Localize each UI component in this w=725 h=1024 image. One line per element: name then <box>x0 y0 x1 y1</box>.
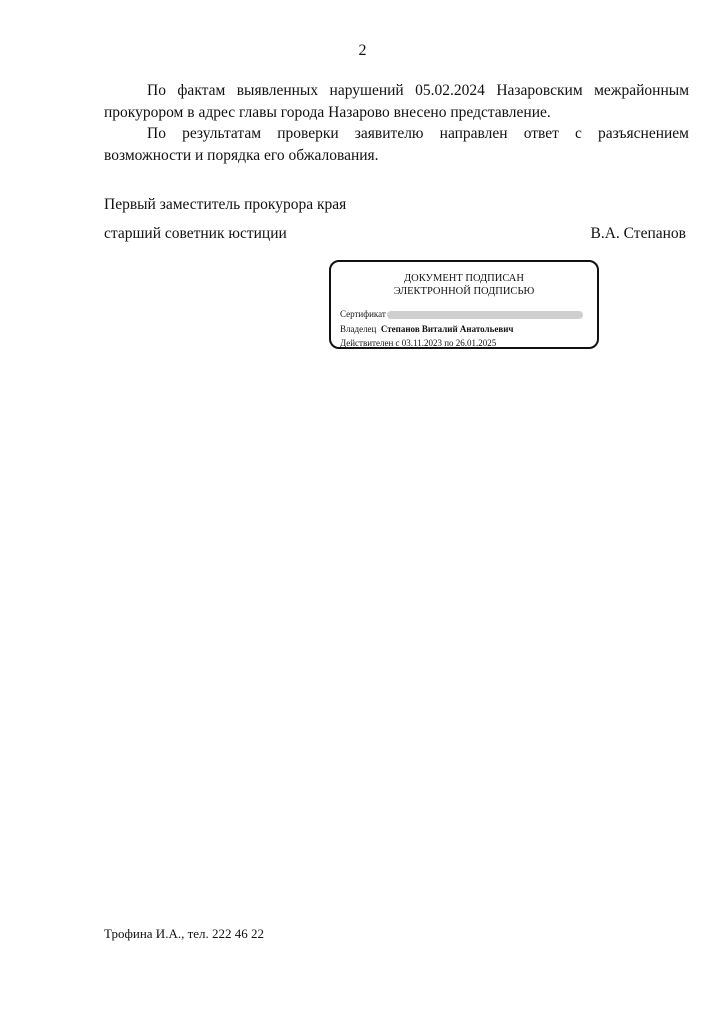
stamp-validity: Действителен с 03.11.2023 по 26.01.2025 <box>340 338 497 348</box>
stamp-title-line2: ЭЛЕКТРОННОЙ ПОДПИСЬЮ <box>393 286 535 297</box>
letter-body <box>104 80 689 166</box>
stamp-title <box>331 272 597 298</box>
page-number: 2 <box>358 42 367 59</box>
signature-row <box>104 225 686 243</box>
stamp-owner <box>340 324 513 334</box>
paragraph-violations: По фактам выявленных нарушений 05.02.2024 Назаровским межрайонным прокурором в адрес главы города Назарово внесено представление. <box>104 82 689 121</box>
signer-position: Первый заместитель прокурора края <box>104 196 347 213</box>
stamp-certificate <box>340 309 583 319</box>
certificate-redaction <box>387 311 583 319</box>
signer-rank: старший советник юстиции <box>104 225 287 242</box>
owner-label: Владелец <box>340 324 377 334</box>
electronic-signature-stamp <box>329 260 599 349</box>
stamp-title-line1: ДОКУМЕНТ ПОДПИСАН <box>404 273 524 284</box>
signer-name: В.А. Степанов <box>590 225 686 242</box>
executor-contact: Трофина И.А., тел. 222 46 22 <box>104 926 265 941</box>
owner-name: Степанов Виталий Анатольевич <box>380 324 514 334</box>
paragraph-response: По результатам проверки заявителю направлен ответ с разъяснением возможности и порядка его обжалования. <box>104 125 689 164</box>
certificate-label: Сертификат <box>340 309 386 319</box>
